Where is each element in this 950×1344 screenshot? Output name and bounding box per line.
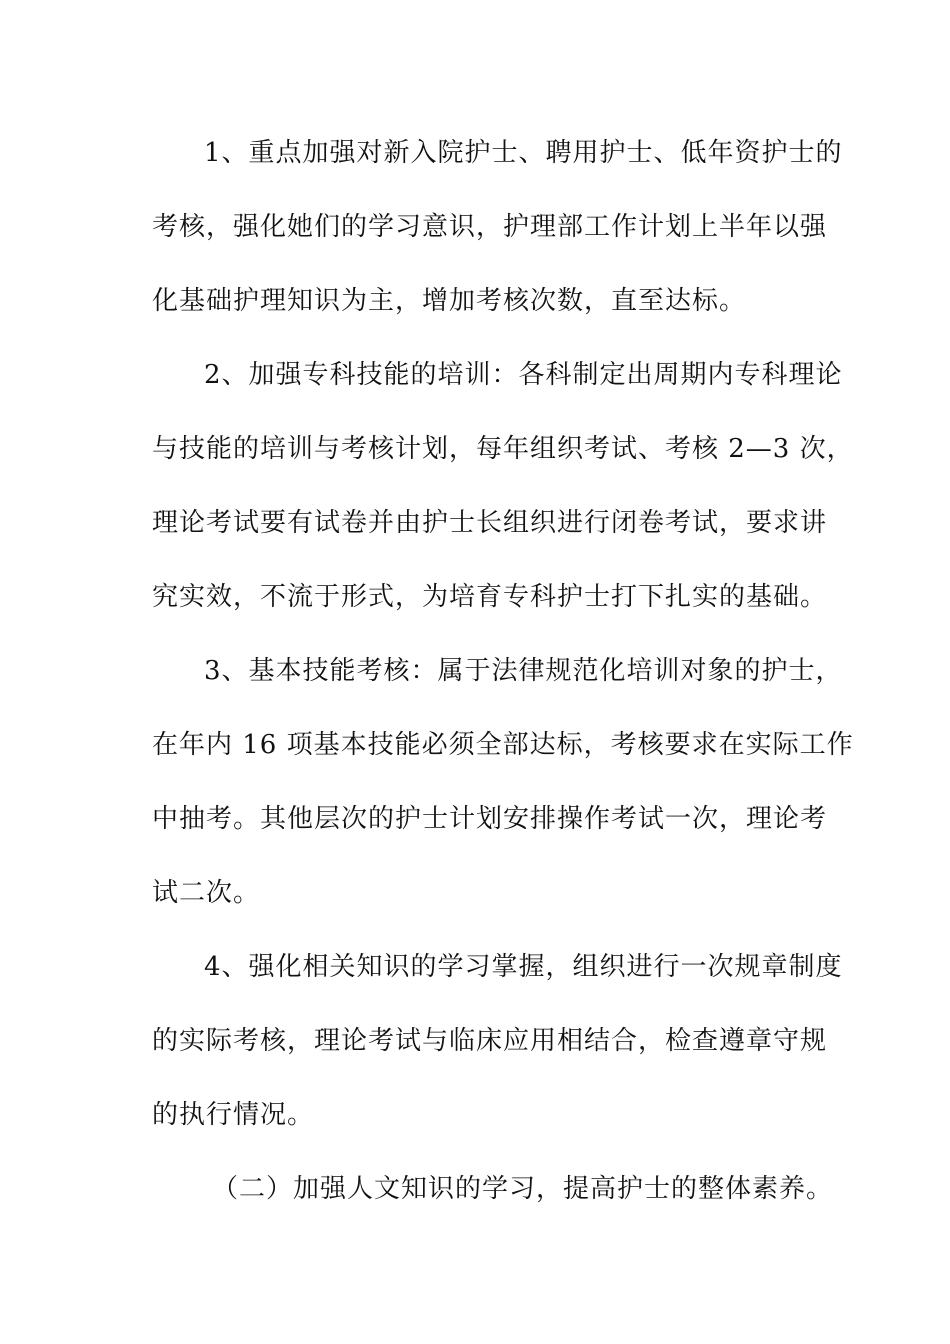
paragraph-1-line-2: 考核，强化她们的学习意识，护理部工作计划上半年以强: [152, 212, 828, 242]
paragraph-3-line-4: 试二次。: [152, 878, 261, 908]
paragraph-3-line-2: 在年内 16 项基本技能必须全部达标，考核要求在实际工作: [152, 730, 854, 760]
paragraph-3-line-1: 3、基本技能考核：属于法律规范化培训对象的护士，: [204, 656, 843, 686]
paragraph-2-line-4: 究实效，不流于形式，为培育专科护士打下扎实的基础。: [152, 582, 828, 612]
paragraph-1-line-1: 1、重点加强对新入院护士、聘用护士、低年资护士的: [204, 138, 843, 168]
section-heading-2: （二）加强人文知识的学习，提高护士的整体素养。: [212, 1174, 834, 1204]
document-body: [152, 116, 854, 1226]
paragraph-4-line-3: 的执行情况。: [152, 1100, 315, 1130]
paragraph-2-line-2: 与技能的培训与考核计划，每年组织考试、考核 2—3 次，: [152, 434, 854, 464]
paragraph-4-line-2: 的实际考核，理论考试与临床应用相结合，检查遵章守规: [152, 1026, 828, 1056]
paragraph-1-line-3: 化基础护理知识为主，增加考核次数，直至达标。: [152, 286, 747, 316]
paragraph-2-line-1: 2、加强专科技能的培训：各科制定出周期内专科理论: [204, 360, 843, 390]
paragraph-4-line-1: 4、强化相关知识的学习掌握，组织进行一次规章制度: [204, 952, 843, 982]
paragraph-3-line-3: 中抽考。其他层次的护士计划安排操作考试一次，理论考: [152, 804, 828, 834]
paragraph-2-line-3: 理论考试要有试卷并由护士长组织进行闭卷考试，要求讲: [152, 508, 828, 538]
